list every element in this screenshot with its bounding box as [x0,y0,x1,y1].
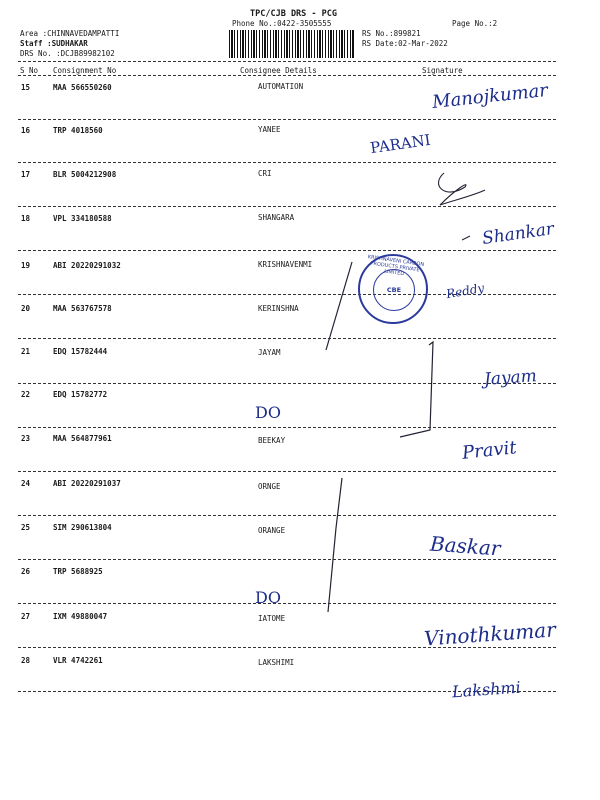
signature-row-27: Vinothkumar [423,617,557,651]
row-divider [18,338,556,339]
row-consignment: ABI 20220291037 [53,479,121,488]
row-consignee: LAKSHIMI [258,658,295,667]
row-consignee: CRI [258,169,272,178]
column-header-consignment: Consignment No [53,66,117,75]
row-divider [18,383,556,384]
signature-row-21: Jayam [483,366,538,390]
phone-number: Phone No.:0422-3505555 [232,19,332,28]
page-number: Page No.:2 [452,19,498,28]
row-sno: 24 [21,479,31,488]
row-consignment: TRP 5688925 [53,567,103,576]
row-divider [18,515,556,516]
document-title: TPC/CJB DRS - PCG [250,9,337,19]
row-consignment: EDQ 15782444 [53,347,108,356]
column-header-divider [18,75,556,76]
column-header-sno: S No [20,66,39,75]
row-consignee: KERINSHNA [258,304,299,313]
header-divider [18,61,556,62]
row-divider [18,206,556,207]
handwritten-do-mark: DO [255,403,281,422]
stamp-ring-text: KRISHNAVENI CARBON PRODUCTS PRIVATE LIMITED [367,254,425,278]
row-sno: 20 [21,304,31,313]
rs-number: RS No.:899821 [362,29,421,38]
row-divider [18,427,556,428]
signature-row-18: Shankar [480,219,556,249]
row-consignment: ABI 20220291032 [53,261,121,270]
barcode [229,30,354,58]
area-field: Area :CHINNAVEDAMPATTI [20,29,120,38]
row-consignee: IATOME [258,614,286,623]
row-sno: 23 [21,434,31,443]
staff-field: Staff :SUDHAKAR [20,39,88,48]
row-consignment: MAA 563767578 [53,304,112,313]
row-consignee: SHANGARA [258,213,295,222]
row-sno: 25 [21,523,31,532]
row-divider [18,250,556,251]
row-consignment: SIM 290613804 [53,523,112,532]
rs-date: RS Date:02-Mar-2022 [362,39,448,48]
row-sno: 16 [21,126,31,135]
row-consignment: IXM 49880047 [53,612,108,621]
column-header-consignee: Consignee Details [240,66,317,75]
signature-row-25: Baskar [429,531,502,561]
row-consignee: JAYAM [258,348,281,357]
signature-row-16: PARANI [369,130,432,158]
row-sno: 21 [21,347,31,356]
row-sno: 18 [21,214,31,223]
row-consignee: KRISHNAVENMI [258,260,313,269]
row-divider [18,471,556,472]
row-sno: 26 [21,567,31,576]
signature-row-28: Lakshmi [451,677,522,702]
row-sno: 27 [21,612,31,621]
row-consignment: MAA 566550260 [53,83,112,92]
row-sno: 15 [21,83,31,92]
row-consignment: EDQ 15782772 [53,390,108,399]
row-sno: 22 [21,390,31,399]
row-consignee: YANEE [258,125,281,134]
signature-row-19: Reddy [445,280,486,302]
row-divider [18,647,556,648]
handwritten-do-mark: DO [255,588,281,607]
row-consignee: ORNGE [258,482,281,491]
row-divider [18,559,556,560]
row-consignee: BEEKAY [258,436,286,445]
signature-row-15: Manojkumar [431,79,549,114]
stamp-center: CBE [373,269,415,311]
row-consignment: VPL 334180588 [53,214,112,223]
row-consignee: AUTOMATION [258,82,304,91]
drs-number: DRS No. :DCJB89982102 [20,49,115,58]
row-sno: 28 [21,656,31,665]
row-divider [18,603,556,604]
row-consignment: MAA 564877961 [53,434,112,443]
row-sno: 19 [21,261,31,270]
row-consignment: TRP 4018560 [53,126,103,135]
signature-row-23: Pravit [461,437,518,464]
row-divider [18,119,556,120]
column-header-signature: Signature [422,66,463,75]
row-consignment: BLR 5004212908 [53,170,117,179]
row-divider [18,162,556,163]
company-stamp [358,254,428,324]
row-sno: 17 [21,170,31,179]
row-consignee: ORANGE [258,526,286,535]
row-consignment: VLR 4742261 [53,656,103,665]
